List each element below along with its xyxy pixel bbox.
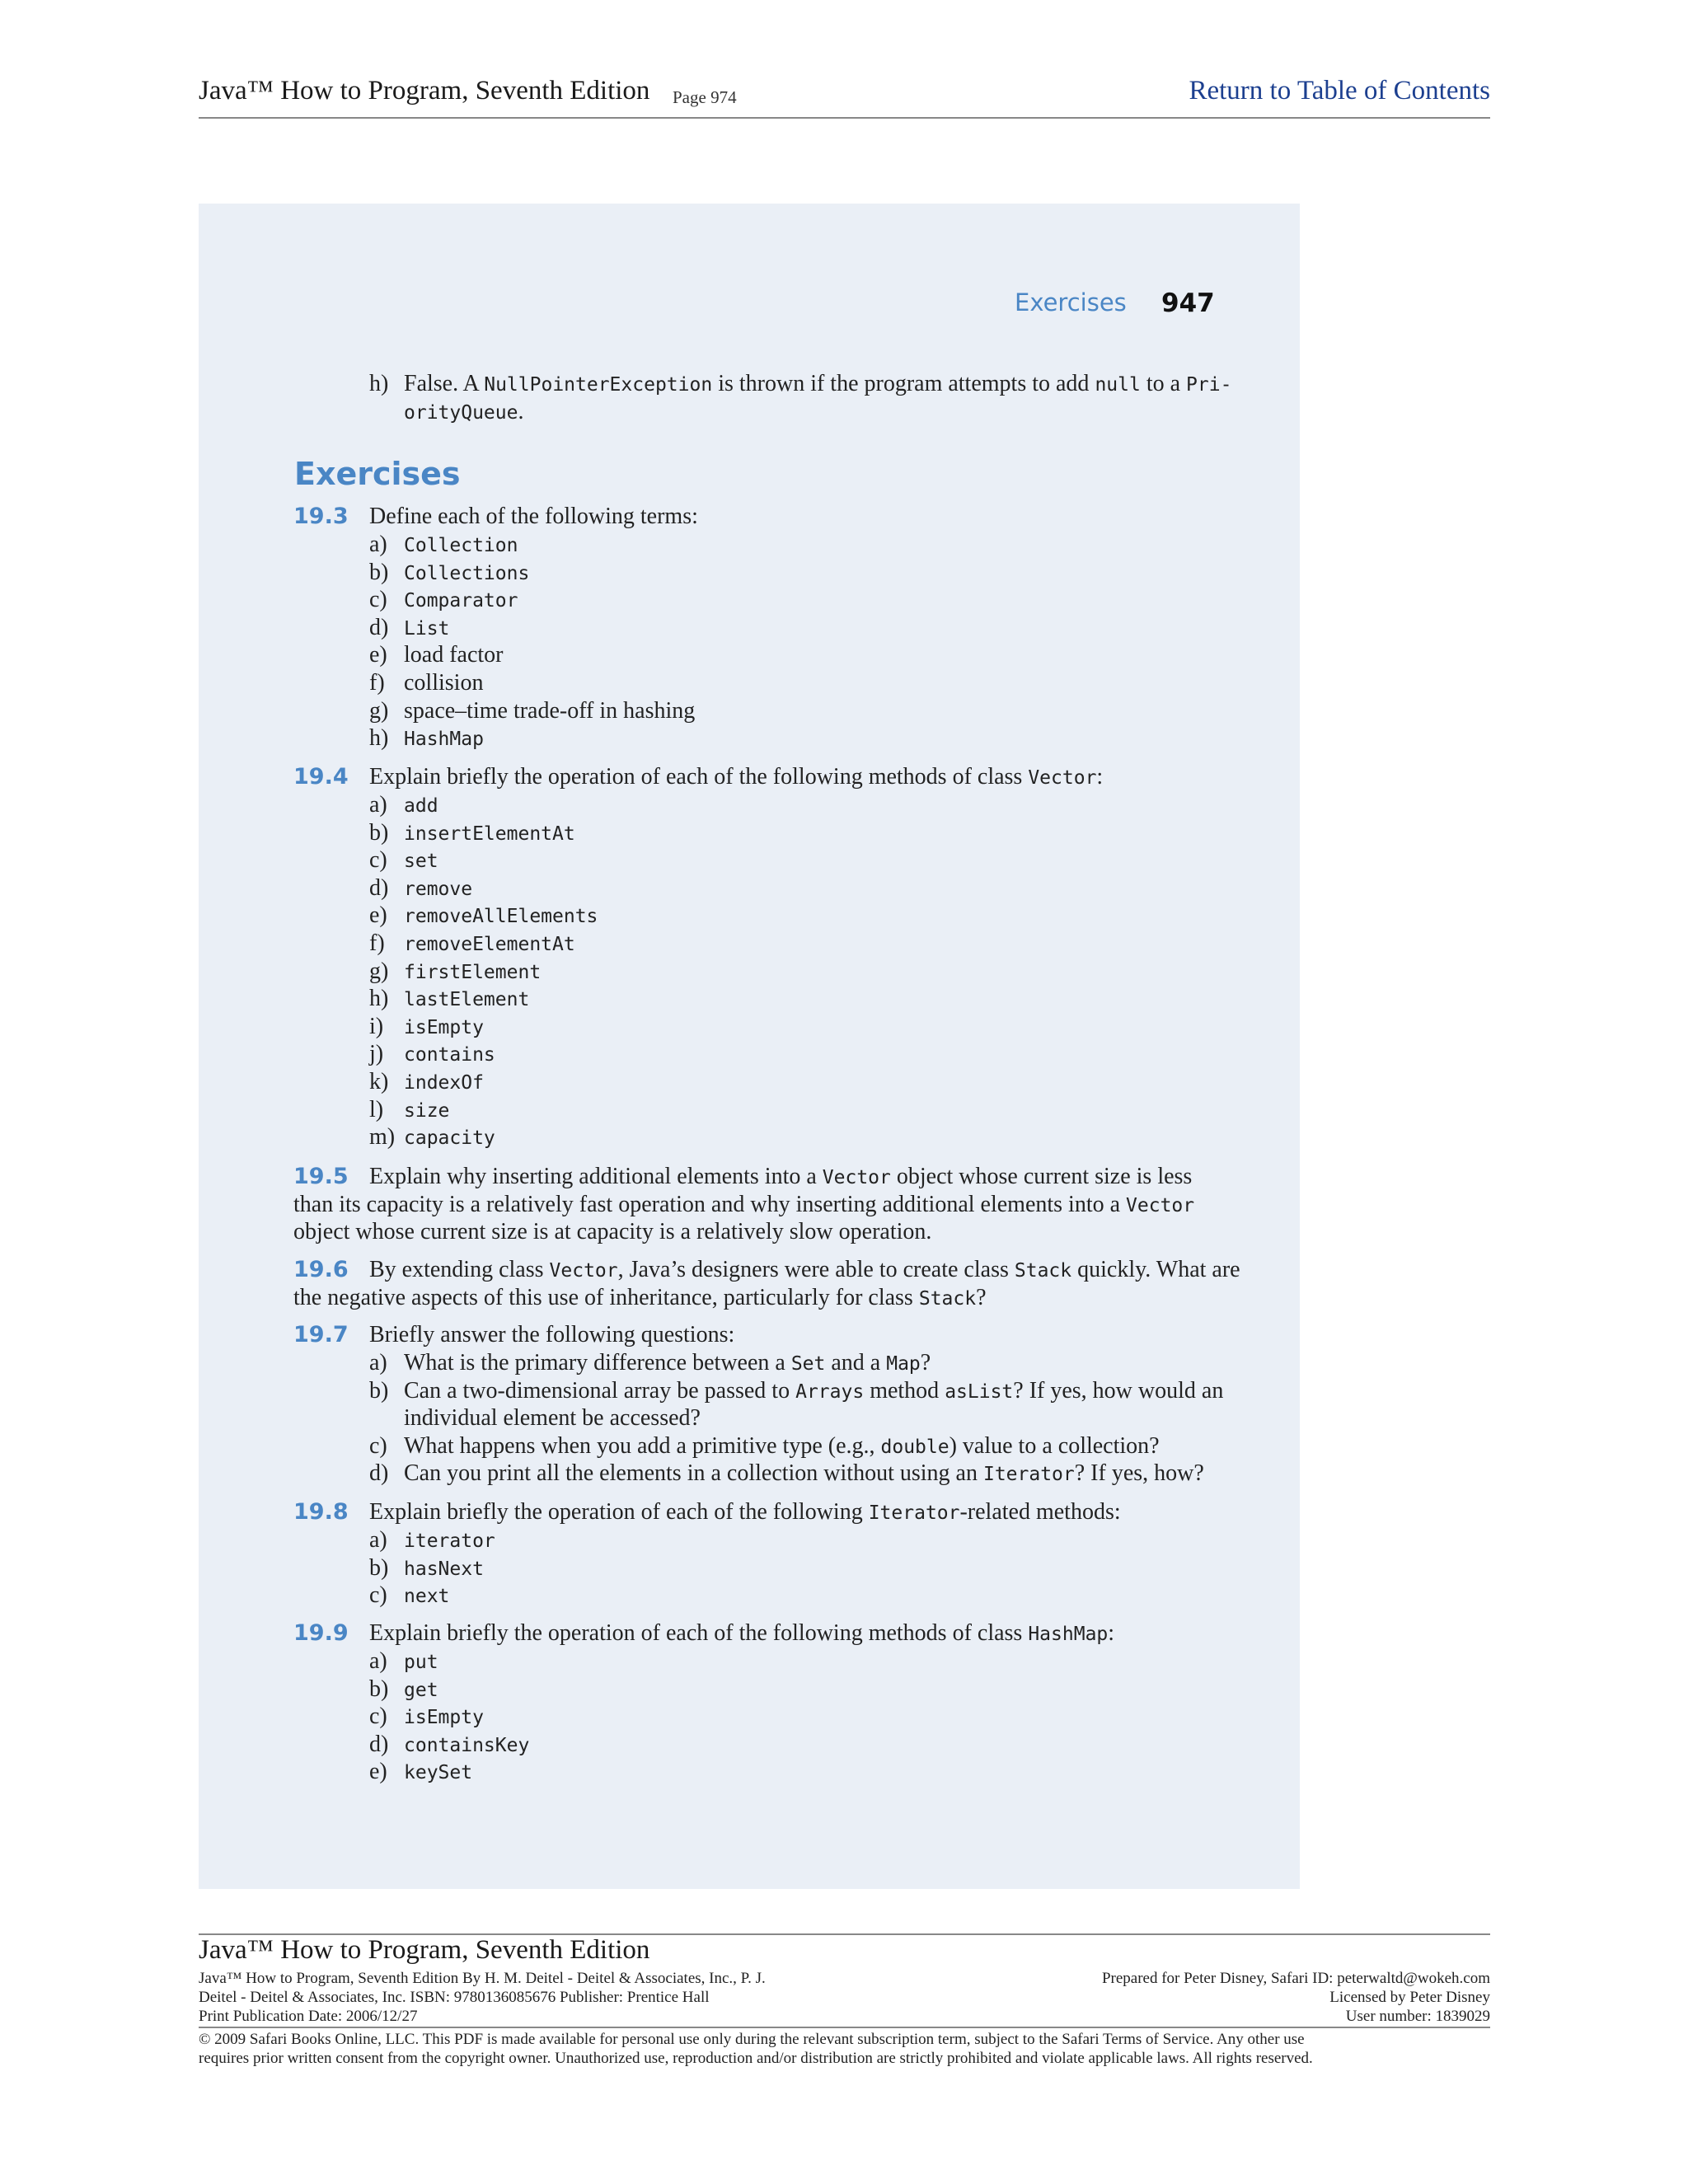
exercise-19-4-item	[404, 1013, 484, 1042]
exercise-19-5-line-text: object whose current size is at capacity is a relatively slow operation.	[293, 1219, 932, 1245]
answer-line-text: .	[518, 399, 524, 424]
exercise-prompt	[369, 763, 1103, 792]
exercise-19-3-item-code: List	[404, 617, 450, 640]
exercise-prompt-text: :	[1096, 764, 1104, 790]
answer-line	[404, 398, 523, 427]
exercise-prompt-text: Explain briefly the operation of each of the following	[369, 1499, 869, 1525]
exercise-19-4-item-label: k)	[369, 1069, 389, 1094]
exercise-19-7-item	[404, 1432, 1160, 1461]
exercise-19-4-item-label: l)	[369, 1096, 384, 1122]
exercise-number: 19.5	[293, 1164, 349, 1189]
exercise-19-9-item	[404, 1731, 529, 1760]
exercise-19-4-item-code: firstElement	[404, 961, 542, 983]
exercise-19-4-item-label: f)	[369, 930, 385, 956]
exercise-prompt-text: -related methods:	[959, 1499, 1121, 1525]
exercise-19-5-line-code: Vector	[1126, 1194, 1195, 1216]
footer-copyright-line-1: © 2009 Safari Books Online, LLC. This PDF is made available for personal use only during the relevant subscription term, subject to the Safari Terms of Service. Any other use	[199, 2031, 1305, 2048]
exercise-19-3-item	[404, 559, 529, 588]
exercise-19-3-item	[404, 531, 518, 560]
book-title: Java™ How to Program, Seventh Edition	[199, 76, 650, 105]
exercise-19-8-item	[404, 1526, 495, 1555]
exercise-19-4-item-code: removeElementAt	[404, 934, 575, 955]
answer-line-text: to a	[1140, 371, 1187, 396]
exercise-19-3-item	[404, 697, 695, 725]
exercise-prompt-code: Vector	[1028, 767, 1097, 789]
exercise-19-7-item-code: Set	[790, 1353, 826, 1375]
exercise-19-4-item	[404, 1040, 495, 1069]
exercise-19-9-item	[404, 1647, 438, 1676]
exercise-19-4-item-label: i)	[369, 1013, 384, 1039]
answer-line	[404, 370, 1231, 399]
exercise-19-7-item-text: Can a two-dimensional array be passed to	[404, 1377, 796, 1404]
exercise-19-4-item-code: size	[404, 1099, 450, 1122]
exercise-prompt-code: HashMap	[1028, 1624, 1109, 1645]
exercise-19-7-item-code: asList	[945, 1380, 1014, 1403]
exercise-19-4-item-label: e)	[369, 902, 387, 929]
exercise-19-7-item-text: ? If yes, how?	[1074, 1460, 1204, 1487]
exercise-19-3-item-text: load factor	[404, 642, 504, 668]
exercise-19-4-item	[404, 1123, 495, 1152]
exercise-19-8-item-label: b)	[369, 1554, 389, 1581]
exercise-19-4-item-code: isEmpty	[404, 1016, 484, 1038]
exercise-19-4-item-code: contains	[404, 1044, 495, 1066]
exercise-19-7-item	[404, 1460, 1204, 1488]
exercise-19-7-item-text: individual element be accessed?	[404, 1405, 701, 1432]
exercise-prompt-code: Iterator	[868, 1502, 960, 1524]
exercise-19-7-item-text: ?	[920, 1350, 931, 1376]
exercise-19-3-item-code: Collection	[404, 535, 518, 556]
exercise-19-4-item-label: c)	[369, 847, 387, 874]
answer-line-text: False. A	[404, 371, 485, 396]
exercise-19-4-item-code: insertElementAt	[404, 823, 575, 845]
exercise-19-6-line-code: Vector	[549, 1260, 618, 1282]
exercise-19-7-item	[404, 1377, 1223, 1406]
footer-credit-line-1: Java™ How to Program, Seventh Edition By H. M. Deitel - Deitel & Associates, Inc., P. J.	[199, 1970, 766, 1987]
answer-line-code: NullPointerException	[484, 374, 713, 396]
exercise-19-4-item-code: capacity	[404, 1127, 495, 1150]
exercise-19-4-item	[404, 902, 598, 930]
exercise-19-4-item-label: a)	[369, 792, 387, 818]
exercise-19-7-item-text: What happens when you add a primitive type (e.g.,	[404, 1432, 881, 1459]
exercise-19-4-item-label: d)	[369, 874, 389, 901]
exercise-number: 19.6	[293, 1257, 349, 1282]
exercise-19-3-item-label: c)	[369, 587, 387, 613]
exercise-19-7-item	[404, 1404, 701, 1432]
exercise-19-4-item	[404, 1068, 484, 1097]
exercise-19-3-item-label: e)	[369, 642, 387, 668]
exercise-19-3-item-text: collision	[404, 670, 484, 696]
exercise-19-3-item-code: Comparator	[404, 590, 518, 612]
exercise-prompt	[369, 1321, 734, 1349]
exercise-19-6-line-text: , Java’s designers were able to create class	[617, 1257, 1015, 1282]
exercise-19-9-item-code: isEmpty	[404, 1707, 484, 1729]
exercise-19-5-line	[293, 1218, 931, 1246]
exercise-19-8-item	[404, 1582, 449, 1610]
exercise-19-4-item	[404, 958, 541, 987]
exercise-19-4-item	[404, 874, 472, 903]
exercise-19-4-item-code: removeAllElements	[404, 906, 598, 928]
answer-line-code: Pri-	[1186, 374, 1232, 396]
exercise-19-4-item-code: lastElement	[404, 989, 530, 1011]
exercise-19-7-item-text: and a	[825, 1350, 887, 1376]
exercise-19-7-item-code: double	[880, 1436, 950, 1458]
exercise-prompt-text: Briefly answer the following questions:	[369, 1322, 735, 1347]
exercise-number: 19.7	[293, 1322, 349, 1347]
exercise-19-3-item-label: f)	[369, 670, 385, 696]
exercise-19-4-item-label: j)	[369, 1041, 384, 1067]
footer-user-number: User number: 1839029	[1345, 2008, 1490, 2025]
exercise-19-5-line	[369, 1163, 1192, 1192]
exercise-19-3-item-code: Collections	[404, 562, 530, 584]
exercise-19-6-line-text: quickly. What are	[1071, 1257, 1240, 1282]
exercise-19-3-item	[404, 669, 483, 697]
exercise-19-9-item-code: put	[404, 1652, 438, 1673]
exercise-19-7-item-code: Map	[886, 1353, 921, 1375]
exercise-19-7-item-label: b)	[369, 1377, 389, 1404]
exercise-19-7-item	[404, 1349, 931, 1378]
exercise-19-7-item-text: ? If yes, how would an	[1013, 1377, 1224, 1404]
exercise-prompt-text: Explain briefly the operation of each of the following methods of class	[369, 764, 1029, 790]
exercise-19-9-item-label: e)	[369, 1759, 387, 1785]
exercise-19-6-line	[369, 1256, 1240, 1285]
exercise-19-5-line-text: object whose current size is less	[890, 1164, 1193, 1189]
exercise-19-4-item-code: set	[404, 851, 438, 873]
exercise-prompt	[369, 1498, 1121, 1527]
exercise-19-9-item-label: a)	[369, 1648, 387, 1674]
exercise-19-9-item	[404, 1758, 472, 1787]
exercise-19-4-item-label: g)	[369, 958, 389, 984]
exercise-19-3-item-label: a)	[369, 532, 387, 557]
page-header	[199, 76, 1490, 119]
exercise-19-7-item-text: ) value to a collection?	[949, 1432, 1160, 1459]
exercise-19-7-item-label: c)	[369, 1432, 387, 1459]
exercise-19-4-item	[404, 1096, 449, 1125]
exercise-19-4-item	[404, 791, 438, 820]
exercise-19-7-item-code: Iterator	[982, 1464, 1075, 1486]
exercise-19-4-item-label: m)	[369, 1124, 396, 1151]
answer-line-code: null	[1095, 374, 1141, 396]
exercise-19-8-item-label: a)	[369, 1527, 387, 1553]
exercise-19-3-item-label: g)	[369, 697, 389, 724]
toc-link[interactable]: Return to Table of Contents	[1189, 76, 1490, 105]
exercise-prompt-text: Explain briefly the operation of each of the following methods of class	[369, 1620, 1029, 1646]
footer-prepared-for: Prepared for Peter Disney, Safari ID: peterwaltd@wokeh.com	[1101, 1970, 1490, 1987]
exercise-19-3-item	[404, 586, 518, 615]
exercise-19-7-item-text: method	[864, 1377, 945, 1404]
exercise-19-8-item	[404, 1554, 484, 1583]
footer-title: Java™ How to Program, Seventh Edition	[199, 1935, 650, 1965]
exercise-19-3-item-label: b)	[369, 559, 389, 585]
answer-line-code: orityQueue	[404, 402, 518, 424]
exercise-19-6-line-code: Stack	[918, 1287, 977, 1310]
exercise-19-8-item-code: next	[404, 1586, 450, 1608]
exercise-19-6-line	[293, 1284, 987, 1313]
footer-credit-line-2: Deitel - Deitel & Associates, Inc. ISBN: 9780136085676 Publisher: Prentice Hall	[199, 1989, 710, 2006]
exercise-19-3-item	[404, 641, 504, 669]
exercise-19-4-item	[404, 846, 438, 875]
exercise-19-6-line-text: By extending class	[369, 1257, 550, 1282]
exercise-19-3-item	[404, 724, 484, 753]
exercise-19-4-item	[404, 819, 575, 848]
section-title: Exercises	[294, 456, 461, 492]
exercise-19-9-item	[404, 1675, 438, 1704]
exercise-19-3-item	[404, 614, 449, 643]
exercise-19-8-item-label: c)	[369, 1582, 387, 1609]
exercise-19-4-item	[404, 985, 529, 1014]
footer-licensed-by: Licensed by Peter Disney	[1329, 1989, 1490, 2006]
exercise-number: 19.8	[293, 1499, 349, 1525]
exercise-19-4-item-label: b)	[369, 819, 389, 846]
exercise-prompt-text: :	[1108, 1620, 1115, 1646]
page-label: Page 974	[673, 87, 737, 107]
exercise-19-7-item-text: Can you print all the elements in a collection without using an	[404, 1460, 983, 1487]
exercise-19-7-item-text: What is the primary difference between a	[404, 1350, 791, 1376]
exercise-19-9-item-label: d)	[369, 1731, 389, 1757]
exercise-prompt	[369, 503, 698, 531]
exercise-19-6-line-text: the negative aspects of this use of inheritance, particularly for class	[293, 1284, 919, 1310]
exercise-prompt-text: Define each of the following terms:	[369, 504, 698, 529]
running-head-label: Exercises	[1015, 288, 1127, 316]
exercise-19-3-item-label: h)	[369, 725, 389, 752]
exercise-19-4-item-code: add	[404, 795, 438, 817]
exercise-19-7-item-code: Arrays	[795, 1380, 865, 1403]
exercise-19-3-item-code: HashMap	[404, 729, 484, 751]
exercise-19-7-item-label: d)	[369, 1460, 389, 1487]
footer-rule-bottom	[199, 2027, 1490, 2028]
exercise-19-4-item-code: indexOf	[404, 1072, 484, 1094]
exercise-19-9-item-code: get	[404, 1679, 438, 1701]
exercise-number: 19.3	[293, 504, 349, 529]
exercise-19-4-item-code: remove	[404, 878, 473, 900]
exercise-19-3-item-label: d)	[369, 614, 389, 640]
exercise-number: 19.9	[293, 1620, 349, 1646]
exercise-19-5-line	[293, 1191, 1194, 1220]
exercise-19-9-item-code: containsKey	[404, 1734, 530, 1756]
exercise-19-7-item-label: a)	[369, 1350, 387, 1376]
exercise-19-4-item	[404, 930, 575, 958]
answer-label: h)	[369, 371, 389, 396]
exercise-19-4-item-label: h)	[369, 986, 389, 1012]
exercise-19-9-item	[404, 1703, 484, 1732]
exercise-number: 19.4	[293, 764, 349, 790]
exercise-19-8-item-code: hasNext	[404, 1558, 484, 1580]
footer-copyright-line-2: requires prior written consent from the copyright owner. Unauthorized use, reproduction and/or distribution are strictly prohibited and violate applicable laws. All rights reserved.	[199, 2050, 1313, 2067]
exercise-prompt	[369, 1619, 1114, 1648]
exercise-19-5-line-text: Explain why inserting additional elements into a	[369, 1164, 823, 1189]
exercise-19-5-line-text: than its capacity is a relatively fast operation and why inserting additional elements into a	[293, 1191, 1127, 1217]
exercise-19-8-item-code: iterator	[404, 1530, 495, 1552]
footer-publication-date: Print Publication Date: 2006/12/27	[199, 2008, 418, 2025]
exercise-19-6-line-code: Stack	[1014, 1260, 1072, 1282]
exercise-19-9-item-label: b)	[369, 1675, 389, 1702]
exercise-19-6-line-text: ?	[976, 1284, 987, 1310]
exercise-19-9-item-code: keySet	[404, 1762, 473, 1784]
exercise-19-5-line-code: Vector	[822, 1167, 891, 1188]
answer-line-text: is thrown if the program attempts to add	[712, 371, 1095, 396]
exercise-19-3-item-text: space–time trade-off in hashing	[404, 697, 696, 724]
exercise-19-9-item-label: c)	[369, 1704, 387, 1730]
running-head-page-number: 947	[1161, 288, 1215, 318]
